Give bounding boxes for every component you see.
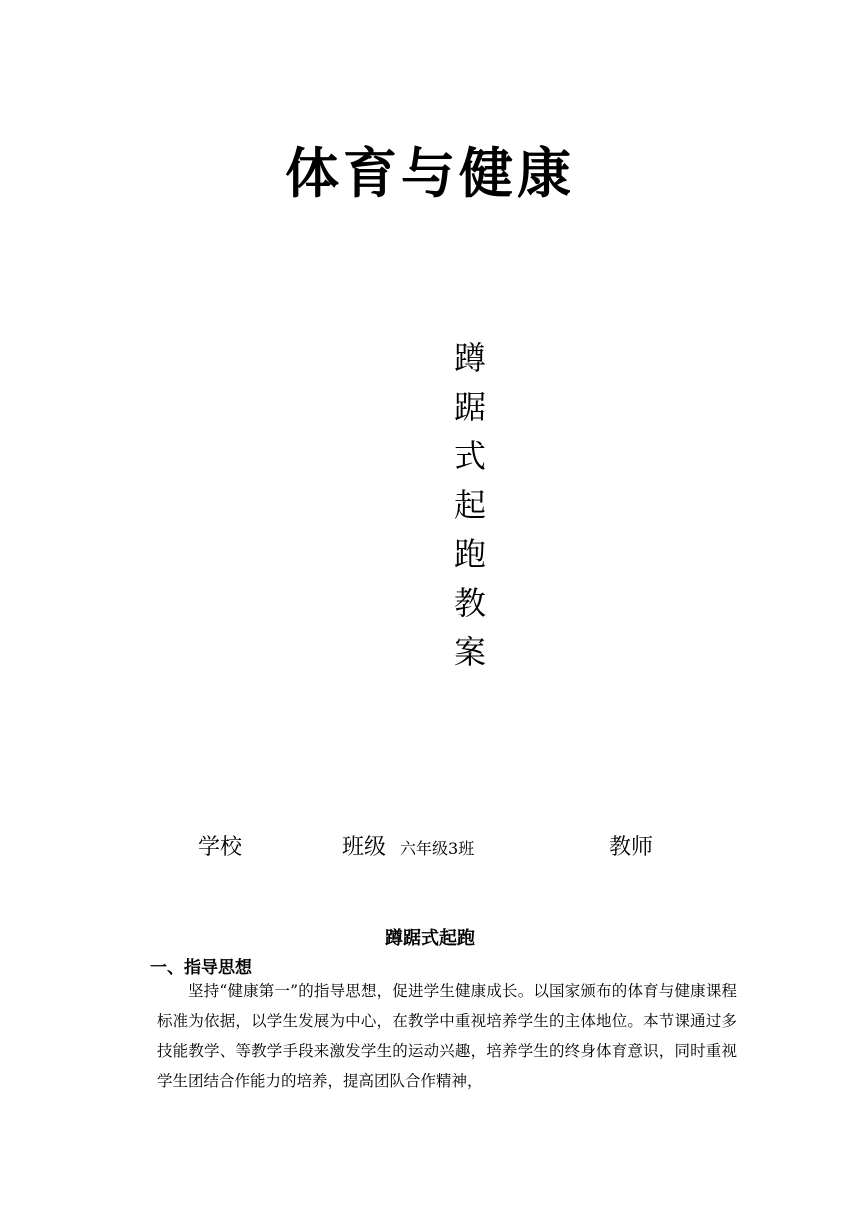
section-title: 蹲踞式起跑	[385, 928, 475, 949]
class-label: 班级	[342, 835, 387, 860]
teacher-label: 教师	[609, 835, 654, 860]
heading-guiding-ideology: 一、指导思想	[150, 958, 252, 978]
cover-title: 体育与健康	[285, 141, 575, 205]
school-label: 学校	[198, 835, 243, 860]
vertical-title-char: 案	[453, 633, 486, 671]
class-value: 六年级3班	[400, 839, 475, 858]
vertical-lesson-title	[440, 334, 500, 677]
vertical-title-char: 蹲	[453, 339, 486, 377]
body-paragraph: 坚持“健康第一”的指导思想，促进学生健康成长。以国家颁布的体育与健康课程标准为依据，以学生发展为中心，在教学中重视培养学生的主体地位。本节课通过多技能教学、等教学手段来激发学生的运动兴趣，培养学生的终身体育意识，同时重视学生团结合作能力的培养，提高团队合作精神，	[157, 982, 737, 1090]
vertical-title-char: 起	[453, 486, 486, 524]
vertical-title-char: 踞	[453, 388, 486, 426]
vertical-title-char: 教	[453, 584, 486, 622]
class-field	[342, 828, 474, 869]
vertical-title-char: 跑	[453, 535, 486, 573]
vertical-title-char: 式	[453, 437, 486, 475]
cover-info-row	[0, 828, 860, 868]
